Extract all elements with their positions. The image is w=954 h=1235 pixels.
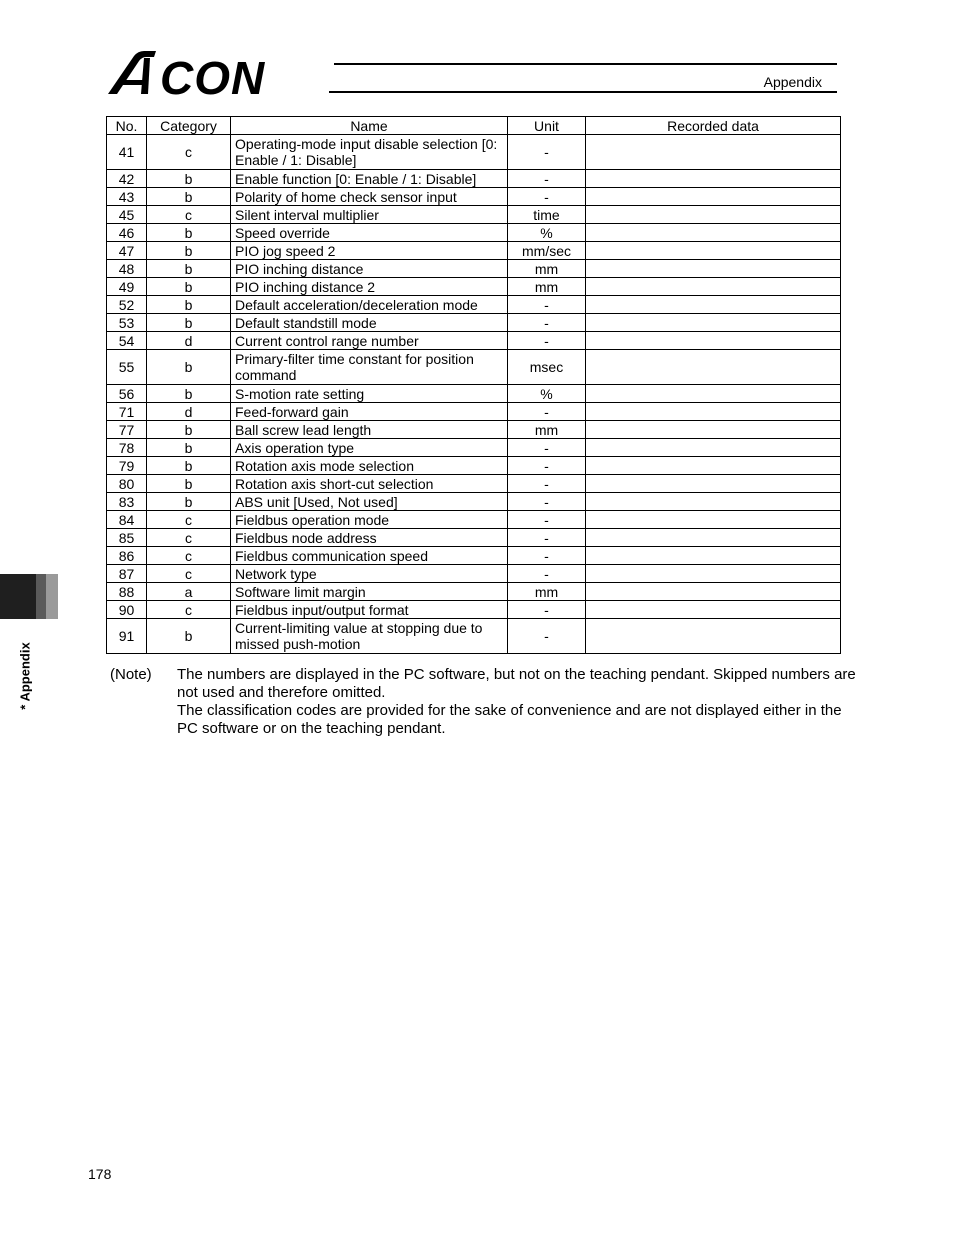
cell-unit: mm — [508, 421, 586, 439]
table-row — [107, 547, 841, 565]
cell-no: 86 — [107, 547, 147, 565]
table-row — [107, 475, 841, 493]
table-row — [107, 565, 841, 583]
table-row — [107, 493, 841, 511]
cell-name: Polarity of home check sensor input — [231, 188, 508, 206]
note-label: (Note) — [110, 666, 152, 683]
cell-recorded-data[interactable] — [586, 565, 841, 583]
cell-unit: - — [508, 188, 586, 206]
cell-name: Axis operation type — [231, 439, 508, 457]
side-tab-mid — [36, 574, 46, 619]
table-row — [107, 619, 841, 654]
cell-recorded-data[interactable] — [586, 242, 841, 260]
cell-unit: - — [508, 332, 586, 350]
table-row — [107, 350, 841, 385]
cell-category: a — [147, 583, 231, 601]
note-line: The numbers are displayed in the PC software, but not on the teaching pendant. Skipped numbers are not used and therefore omitted. — [177, 666, 856, 701]
cell-name: ABS unit [Used, Not used] — [231, 493, 508, 511]
cell-recorded-data[interactable] — [586, 224, 841, 242]
table-row — [107, 170, 841, 188]
cell-category: b — [147, 350, 231, 385]
cell-recorded-data[interactable] — [586, 601, 841, 619]
cell-name: Fieldbus operation mode — [231, 511, 508, 529]
cell-name: Operating-mode input disable selection [0: Enable / 1: Disable] — [231, 135, 508, 170]
cell-no: 91 — [107, 619, 147, 654]
cell-no: 84 — [107, 511, 147, 529]
cell-no: 80 — [107, 475, 147, 493]
table-row — [107, 206, 841, 224]
cell-category: b — [147, 188, 231, 206]
cell-recorded-data[interactable] — [586, 385, 841, 403]
cell-no: 83 — [107, 493, 147, 511]
cell-category: b — [147, 296, 231, 314]
table-row — [107, 457, 841, 475]
page-number: 178 — [88, 1166, 112, 1182]
cell-recorded-data[interactable] — [586, 188, 841, 206]
cell-category: d — [147, 332, 231, 350]
cell-name: Fieldbus input/output format — [231, 601, 508, 619]
cell-no: 48 — [107, 260, 147, 278]
table-row — [107, 601, 841, 619]
cell-category: b — [147, 385, 231, 403]
cell-name: Fieldbus communication speed — [231, 547, 508, 565]
cell-name: PIO jog speed 2 — [231, 242, 508, 260]
cell-unit: - — [508, 493, 586, 511]
cell-recorded-data[interactable] — [586, 493, 841, 511]
cell-unit: - — [508, 529, 586, 547]
cell-category: c — [147, 529, 231, 547]
col-header-name: Name — [231, 117, 508, 135]
cell-category: b — [147, 421, 231, 439]
table-row — [107, 278, 841, 296]
col-header-category: Category — [147, 117, 231, 135]
cell-recorded-data[interactable] — [586, 439, 841, 457]
cell-no: 42 — [107, 170, 147, 188]
cell-name: Rotation axis short-cut selection — [231, 475, 508, 493]
cell-unit: time — [508, 206, 586, 224]
cell-category: c — [147, 511, 231, 529]
cell-category: b — [147, 170, 231, 188]
table-row — [107, 403, 841, 421]
cell-recorded-data[interactable] — [586, 332, 841, 350]
side-tab-dark — [0, 574, 36, 619]
cell-unit: - — [508, 403, 586, 421]
cell-category: b — [147, 278, 231, 296]
cell-unit: % — [508, 385, 586, 403]
cell-recorded-data[interactable] — [586, 403, 841, 421]
cell-no: 49 — [107, 278, 147, 296]
cell-category: b — [147, 314, 231, 332]
cell-no: 56 — [107, 385, 147, 403]
cell-unit: - — [508, 296, 586, 314]
cell-name: Software limit margin — [231, 583, 508, 601]
cell-category: b — [147, 242, 231, 260]
cell-name: Current-limiting value at stopping due to missed push-motion — [231, 619, 508, 654]
cell-category: b — [147, 224, 231, 242]
cell-unit: - — [508, 547, 586, 565]
cell-no: 46 — [107, 224, 147, 242]
cell-no: 47 — [107, 242, 147, 260]
cell-name: Silent interval multiplier — [231, 206, 508, 224]
cell-no: 55 — [107, 350, 147, 385]
col-header-unit: Unit — [508, 117, 586, 135]
cell-no: 87 — [107, 565, 147, 583]
cell-name: Current control range number — [231, 332, 508, 350]
table-row — [107, 224, 841, 242]
parameter-table — [106, 116, 841, 654]
cell-recorded-data[interactable] — [586, 260, 841, 278]
cell-no: 43 — [107, 188, 147, 206]
cell-recorded-data[interactable] — [586, 206, 841, 224]
cell-no: 53 — [107, 314, 147, 332]
cell-recorded-data[interactable] — [586, 135, 841, 170]
cell-unit: % — [508, 224, 586, 242]
cell-name: Default standstill mode — [231, 314, 508, 332]
cell-recorded-data[interactable] — [586, 547, 841, 565]
table-row — [107, 439, 841, 457]
table-row — [107, 242, 841, 260]
logo-wordmark: CON — [160, 52, 266, 96]
header-rule-bottom — [329, 91, 837, 93]
cell-unit: - — [508, 565, 586, 583]
table-row — [107, 529, 841, 547]
cell-unit: - — [508, 475, 586, 493]
cell-unit: - — [508, 135, 586, 170]
note-body — [177, 666, 857, 738]
table-row — [107, 314, 841, 332]
cell-category: b — [147, 475, 231, 493]
cell-name: Feed-forward gain — [231, 403, 508, 421]
cell-recorded-data[interactable] — [586, 296, 841, 314]
cell-category: b — [147, 439, 231, 457]
cell-name: PIO inching distance 2 — [231, 278, 508, 296]
table-header-row — [107, 117, 841, 135]
cell-category: b — [147, 457, 231, 475]
cell-recorded-data[interactable] — [586, 511, 841, 529]
cell-no: 41 — [107, 135, 147, 170]
cell-unit: - — [508, 439, 586, 457]
cell-name: Speed override — [231, 224, 508, 242]
cell-category: b — [147, 260, 231, 278]
cell-no: 45 — [107, 206, 147, 224]
acon-logo — [108, 50, 332, 96]
cell-unit: - — [508, 314, 586, 332]
table-row — [107, 188, 841, 206]
cell-no: 71 — [107, 403, 147, 421]
table-row — [107, 583, 841, 601]
cell-category: b — [147, 619, 231, 654]
cell-unit: - — [508, 601, 586, 619]
cell-no: 77 — [107, 421, 147, 439]
cell-category: b — [147, 493, 231, 511]
cell-category: c — [147, 135, 231, 170]
table-body — [107, 135, 841, 654]
cell-category: c — [147, 206, 231, 224]
cell-name: Rotation axis mode selection — [231, 457, 508, 475]
cell-category: d — [147, 403, 231, 421]
table-row — [107, 296, 841, 314]
cell-no: 52 — [107, 296, 147, 314]
cell-unit: - — [508, 511, 586, 529]
header-rule-top — [334, 63, 837, 65]
table-row — [107, 385, 841, 403]
cell-recorded-data[interactable] — [586, 170, 841, 188]
cell-name: PIO inching distance — [231, 260, 508, 278]
cell-no: 90 — [107, 601, 147, 619]
cell-name: Ball screw lead length — [231, 421, 508, 439]
cell-unit: mm — [508, 278, 586, 296]
cell-unit: - — [508, 619, 586, 654]
cell-category: c — [147, 547, 231, 565]
table-row — [107, 511, 841, 529]
col-header-recorded-data: Recorded data — [586, 117, 841, 135]
cell-unit: mm — [508, 583, 586, 601]
cell-unit: msec — [508, 350, 586, 385]
cell-no: 78 — [107, 439, 147, 457]
cell-no: 54 — [107, 332, 147, 350]
cell-recorded-data[interactable] — [586, 475, 841, 493]
table-row — [107, 332, 841, 350]
cell-unit: mm/sec — [508, 242, 586, 260]
cell-category: c — [147, 601, 231, 619]
cell-name: Fieldbus node address — [231, 529, 508, 547]
table-row — [107, 421, 841, 439]
cell-recorded-data[interactable] — [586, 278, 841, 296]
side-tab-light — [46, 574, 58, 619]
cell-recorded-data[interactable] — [586, 583, 841, 601]
cell-recorded-data[interactable] — [586, 619, 841, 654]
cell-category: c — [147, 565, 231, 583]
cell-no: 88 — [107, 583, 147, 601]
cell-unit: mm — [508, 260, 586, 278]
table-row — [107, 135, 841, 170]
cell-name: Primary-filter time constant for position command — [231, 350, 508, 385]
cell-name: Network type — [231, 565, 508, 583]
side-tab-label: * Appendix — [17, 642, 33, 710]
cell-no: 85 — [107, 529, 147, 547]
cell-recorded-data[interactable] — [586, 350, 841, 385]
cell-unit: - — [508, 457, 586, 475]
table-row — [107, 260, 841, 278]
cell-recorded-data[interactable] — [586, 421, 841, 439]
cell-name: Default acceleration/deceleration mode — [231, 296, 508, 314]
section-title: Appendix — [763, 74, 822, 90]
note-line: The classification codes are provided for the sake of convenience and are not displayed either in the PC software or on the teaching pendant. — [177, 702, 842, 737]
cell-name: S-motion rate setting — [231, 385, 508, 403]
cell-unit: - — [508, 170, 586, 188]
cell-recorded-data[interactable] — [586, 457, 841, 475]
cell-name: Enable function [0: Enable / 1: Disable] — [231, 170, 508, 188]
cell-no: 79 — [107, 457, 147, 475]
col-header-no: No. — [107, 117, 147, 135]
cell-recorded-data[interactable] — [586, 529, 841, 547]
cell-recorded-data[interactable] — [586, 314, 841, 332]
